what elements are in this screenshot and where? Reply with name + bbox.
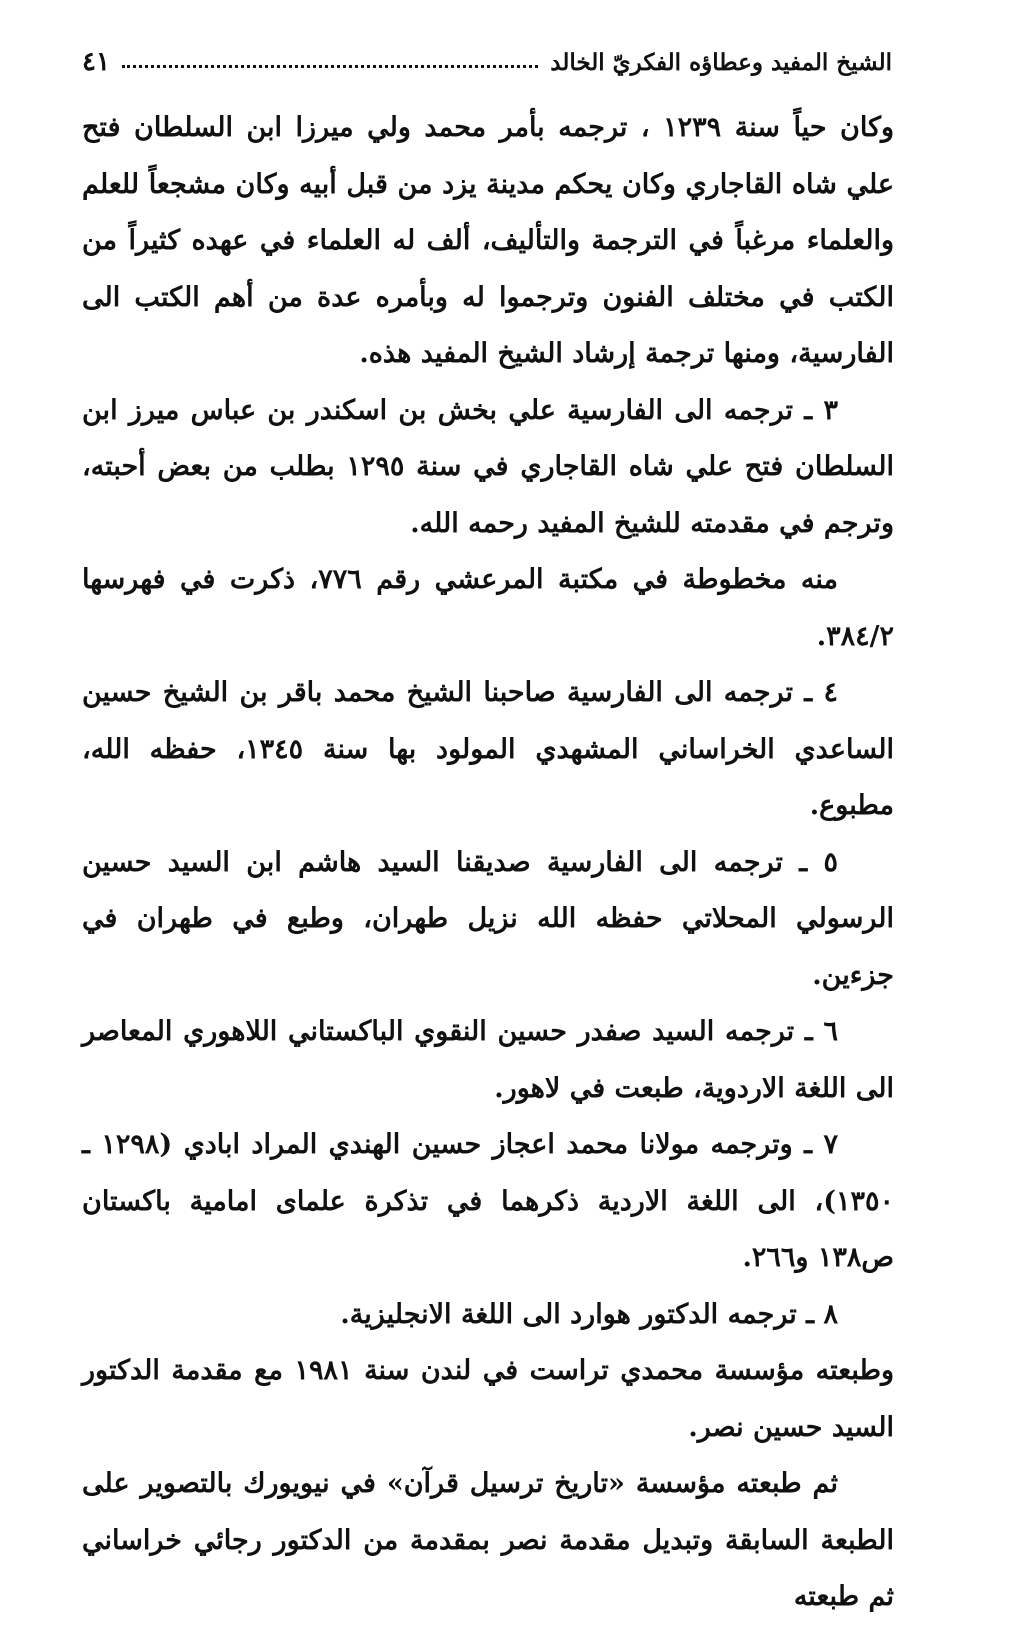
- running-title: الشيخ المفيد وعطاؤه الفكريّ الخالد: [550, 48, 892, 76]
- body-text: [82, 100, 894, 1626]
- page-number: ٤١: [82, 47, 110, 77]
- paragraph-item-4: ٤ ـ ترجمه الى الفارسية صاحبنا الشيخ محمد باقر بن الشيخ حسين الساعدي الخراساني المشهدي المولود بها سنة ١٣٤٥، حفظه الله، مطبوع.: [82, 677, 895, 821]
- running-header: [82, 40, 892, 84]
- paragraph-item-5: ٥ ـ ترجمه الى الفارسية صديقنا السيد هاشم ابن السيد حسين الرسولي المحلاتي حفظه الله نزيل طهران، وطبع في طهران في جزءين.: [82, 846, 894, 991]
- paragraph-item-3: ٣ ـ ترجمه الى الفارسية علي بخش بن اسكندر بن عباس ميرز ابن السلطان فتح علي شاه القاجاري في سنة ١٢٩٥ بطلب من بعض أحبته، وترجم في مقدمته للشيخ المفيد رحمه الله.: [82, 394, 894, 539]
- paragraph-item-8: ٨ ـ ترجمه الدكتور هوارد الى اللغة الانجليزية.: [340, 1298, 838, 1330]
- paragraph-item-6: ٦ ـ ترجمه السيد صفدر حسين النقوي الباكستاني اللاهوري المعاصر الى اللغة الاردوية، طبعت في لاهور.: [82, 1016, 894, 1104]
- paragraph-continuation: وكان حياً سنة ١٢٣٩ ، ترجمه بأمر محمد ولي ميرزا ابن السلطان فتح علي شاه القاجاري وكان يحكم مدينة يزد من قبل أبيه وكان مشجعاً للعلم والعلماء مرغباً في الترجمة والتأليف، ألف له العلماء في عهده كثيراً من الكتب في مختلف الفنون وترجموا له وبأمره عدة من أهم الكتب الى الفارسية، ومنها ترجمة إرشاد الشيخ المفيد هذه.: [82, 112, 894, 369]
- paragraph-newyork-edition: ثم طبعته مؤسسة «تاريخ ترسيل قرآن» في نيويورك بالتصوير على الطبعة السابقة وتبديل مقدمة نصر بمقدمة من الدكتور رجائي خراساني ثم طبعته: [82, 1468, 894, 1612]
- paragraph-london-edition: وطبعته مؤسسة محمدي تراست في لندن سنة ١٩٨١ مع مقدمة الدكتور السيد حسين نصر.: [82, 1355, 895, 1443]
- paragraph-item-7: ٧ ـ وترجمه مولانا محمد اعجاز حسين الهندي المراد ابادي (١٢٩٨ ـ ١٣٥٠)، الى اللغة الاردية ذكرهما في تذكرة علماى امامية باكستان ص١٣٨ و٢٦٦.: [82, 1129, 894, 1273]
- paragraph-manuscript-note: منه مخطوطة في مكتبة المرعشي رقم ٧٧٦، ذكرت في فهرسها ٣٨٤/٢.: [82, 564, 894, 652]
- leader-dots: [122, 65, 538, 68]
